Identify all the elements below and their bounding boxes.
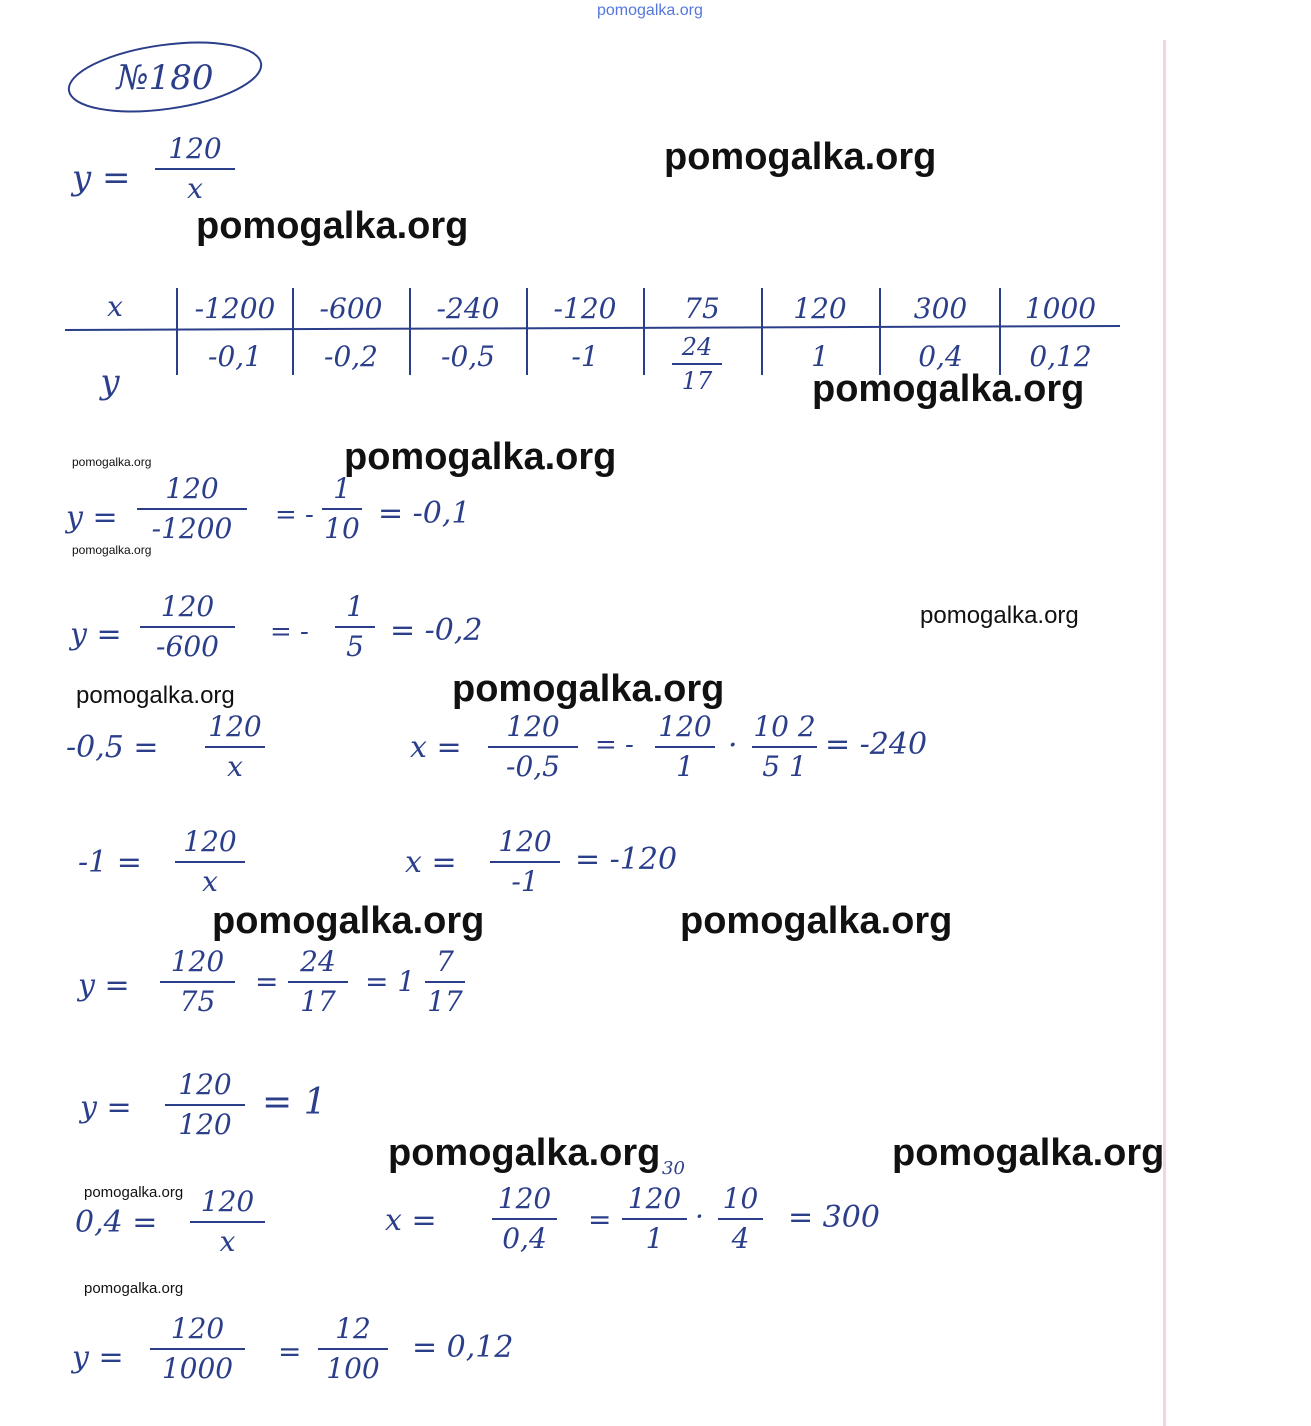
step2-result: = -0,2	[390, 613, 483, 648]
table-y-cell: 0,12	[1029, 340, 1092, 373]
table-x-cell: 1000	[1024, 292, 1097, 325]
watermark: pomogalka.org	[84, 1280, 184, 1297]
table-y-cell: 0,4	[918, 340, 963, 373]
table-y-cell: -0,1	[208, 340, 262, 373]
table-y-cell: 1	[811, 340, 829, 373]
formula-lhs: y =	[72, 158, 131, 198]
watermark: pomogalka.org	[920, 602, 1079, 629]
step8-result: = 0,12	[412, 1330, 514, 1365]
step3-result: = -240	[825, 727, 928, 762]
step2-fraction: 120 -600	[140, 590, 235, 664]
table-y-cell-fraction: 24 17	[672, 333, 722, 395]
step3-m1: = -	[595, 730, 634, 760]
table-y-label: y	[100, 362, 120, 402]
problem-number: №180	[116, 58, 214, 98]
step8-mid-fraction: 12 100	[318, 1312, 388, 1386]
site-link[interactable]: pomogalka.org	[597, 2, 703, 19]
step4-fraction: 120 x	[175, 825, 245, 899]
watermark: pomogalka.org	[212, 900, 485, 942]
table-x-label: x	[107, 290, 123, 323]
step8-fraction: 120 1000	[150, 1312, 245, 1386]
watermark: pomogalka.org	[196, 205, 469, 247]
step2-lhs: y =	[70, 617, 122, 652]
step2-mid: = -	[270, 617, 309, 647]
watermark: pomogalka.org	[388, 1132, 661, 1174]
step5-result-fraction: 7 17	[425, 945, 465, 1019]
watermark: pomogalka.org	[680, 900, 953, 942]
table-x-cell: -120	[553, 292, 617, 325]
table-x-cell: 75	[684, 292, 720, 325]
watermark: pomogalka.org	[76, 682, 235, 709]
step3-lhs: -0,5 =	[66, 730, 159, 765]
step8-lhs: y =	[72, 1340, 124, 1375]
step4-x-fraction: 120 -1	[490, 825, 560, 899]
step5-result: = 1	[365, 965, 416, 998]
step5-lhs: y =	[78, 968, 130, 1003]
table-x-cell: -1200	[194, 292, 276, 325]
table-x-cell: -240	[436, 292, 500, 325]
watermark: pomogalka.org	[84, 1184, 184, 1201]
step1-mid: = -	[275, 500, 314, 530]
table-x-cell: -600	[319, 292, 383, 325]
step7-m1: =	[588, 1203, 612, 1236]
step8-mid: =	[278, 1335, 302, 1368]
step6-result: = 1	[262, 1082, 327, 1123]
step7-x-lhs: x =	[385, 1203, 437, 1238]
step5-fraction: 120 75	[160, 945, 235, 1019]
table-x-cell: 120	[793, 292, 847, 325]
step7-x-fraction: 120 0,4	[492, 1182, 557, 1256]
step3-dot: ·	[728, 728, 738, 763]
step7-m2-fraction: 10 4	[718, 1182, 763, 1256]
step3-m2-fraction: 10 2 5 1	[753, 710, 816, 783]
watermark: pomogalka.org	[72, 543, 152, 557]
watermark: pomogalka.org	[664, 136, 937, 178]
problem-number-oval	[60, 35, 270, 120]
watermark: pomogalka.org	[72, 455, 152, 469]
step7-lhs: 0,4 =	[75, 1205, 158, 1240]
step3-x-lhs: x =	[410, 730, 462, 765]
watermark: pomogalka.org	[344, 436, 617, 478]
step4-x-lhs: x =	[405, 845, 457, 880]
step4-lhs: -1 =	[78, 845, 142, 880]
step1-mid-fraction: 1 10	[322, 472, 362, 546]
margin-line	[1163, 40, 1166, 1426]
step1-fraction: 120 -1200	[137, 472, 247, 546]
table-y-cell: -0,2	[324, 340, 378, 373]
step7-fraction: 120 x	[190, 1185, 265, 1259]
step5-mid: =	[255, 965, 279, 998]
step7-result: = 300	[788, 1200, 880, 1235]
step1-lhs: y =	[66, 500, 118, 535]
step4-result: = -120	[575, 842, 678, 877]
formula-fraction	[155, 132, 235, 206]
step3-x-fraction: 120 -0,5	[488, 710, 578, 784]
watermark: pomogalka.org	[892, 1132, 1165, 1174]
table-y-cell: -0,5	[441, 340, 495, 373]
step7-m1-sup: 30	[662, 1158, 685, 1179]
watermark: pomogalka.org	[452, 668, 725, 710]
table-x-cell: 300	[913, 292, 968, 325]
formula-den: x	[187, 172, 203, 205]
formula-num: 120	[168, 132, 222, 165]
watermark: pomogalka.org	[812, 368, 1085, 410]
step6-fraction: 120 120	[165, 1068, 245, 1142]
step3-fraction: 120 x	[205, 710, 265, 784]
step1-result: = -0,1	[378, 496, 471, 531]
step7-m1-fraction: 120 1	[622, 1182, 687, 1256]
step3-m1-fraction: 120 1	[655, 710, 715, 784]
step2-mid-fraction: 1 5	[335, 590, 375, 664]
table-y-cell: -1	[571, 340, 599, 373]
step5-mid-fraction: 24 17	[288, 945, 348, 1019]
step7-dot: ·	[695, 1200, 704, 1233]
step6-lhs: y =	[80, 1090, 132, 1125]
